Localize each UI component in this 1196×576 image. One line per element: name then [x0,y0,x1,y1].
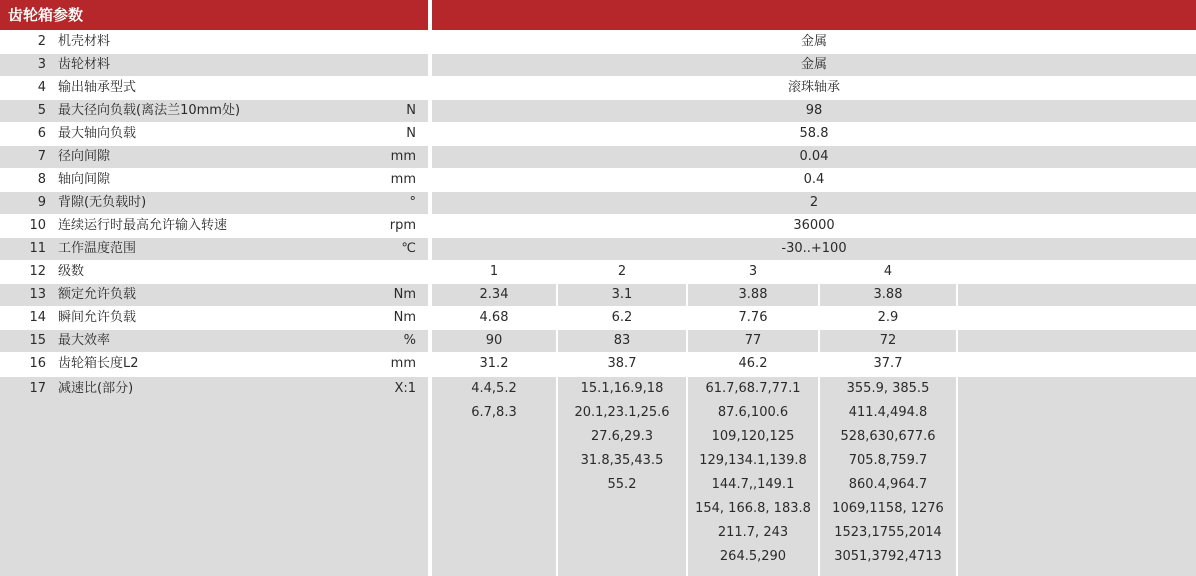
row-value-empty [958,307,1196,329]
row-label: 最大径向负载(离法兰10mm处) [58,103,241,118]
table-row [0,77,1196,99]
row-number: 10 [29,218,46,233]
table-row [0,100,1196,122]
row-label: 最大效率 [58,333,111,348]
row-unit: mm [390,149,416,164]
row-value-stage-2: 83 [558,330,686,352]
table-row [0,238,1196,260]
row-value-stage-4: 2.9 [820,307,956,329]
row-unit: N [406,126,416,141]
row-value: 0.04 [432,146,1196,168]
row-value-stage-1: 2.34 [432,284,556,306]
ratio-value: 211.7, 243 [717,525,789,540]
row-label: 最大轴向负载 [58,126,137,141]
row-number: 5 [37,103,46,118]
ratio-value: 355.9, 385.5 [846,381,930,396]
ratio-value: 154, 166.8, 183.8 [695,501,811,516]
ratio-value: 860.4,964.7 [848,477,928,492]
ratio-value: 528,630,677.6 [840,429,936,444]
row-value-empty [958,261,1196,283]
row-value-stage-3: 77 [688,330,818,352]
table-row [0,330,1196,352]
row-value-stage-1: 31.2 [432,353,556,375]
row-unit: rpm [389,218,416,233]
table-row [0,215,1196,237]
row-unit: ° [409,195,416,210]
row-value-stage-3: 3 [688,261,818,283]
ratio-col-2 [558,377,686,576]
table-row [0,307,1196,329]
row-value-stage-4: 37.7 [820,353,956,375]
row-label: 齿轮箱长度L2 [58,356,139,371]
row-value-stage-2: 2 [558,261,686,283]
row-value-stage-1: 4.68 [432,307,556,329]
row-value-stage-3: 3.88 [688,284,818,306]
ratio-value: 411.4,494.8 [848,405,928,420]
row-label-cell [0,261,428,283]
row-unit: N [406,103,416,118]
row-label-cell [0,31,428,53]
ratio-value: 264.5,290 [719,549,787,564]
row-value-stage-2: 3.1 [558,284,686,306]
table-row-ratio [0,377,1196,576]
row-label-cell [0,238,428,260]
ratio-value: 20.1,23.1,25.6 [574,405,670,420]
row-label-cell [0,284,428,306]
row-label-cell [0,192,428,214]
ratio-col-3 [688,377,818,576]
row-value: 2 [432,192,1196,214]
row-value-empty [958,284,1196,306]
row-number: 17 [29,381,46,396]
row-label-cell [0,54,428,76]
row-label: 额定允许负载 [58,287,137,302]
row-label-cell [0,123,428,145]
table-row [0,261,1196,283]
row-label: 轴向间隙 [58,172,111,187]
row-unit: ℃ [401,241,416,256]
row-number: 16 [29,356,46,371]
row-label-cell [0,77,428,99]
table-row [0,31,1196,53]
row-number: 3 [37,57,46,72]
row-value-stage-4: 72 [820,330,956,352]
table-header-left [0,0,428,30]
row-label: 输出轴承型式 [58,80,137,95]
row-value: 金属 [432,54,1196,76]
table-row [0,192,1196,214]
table-row [0,284,1196,306]
ratio-value: 61.7,68.7,77.1 [705,381,801,396]
row-value-empty [958,353,1196,375]
row-value: 滚珠轴承 [432,77,1196,99]
row-value-stage-1: 1 [432,261,556,283]
row-label-cell [0,307,428,329]
row-label: 瞬间允许负载 [58,310,137,325]
ratio-value: 129,134.1,139.8 [699,453,807,468]
row-value-empty [958,330,1196,352]
table-title: 齿轮箱参数 [8,6,84,24]
table-row [0,353,1196,375]
ratio-value: 705.8,759.7 [848,453,928,468]
row-unit: Nm [393,310,416,325]
ratio-value: 4.4,5.2 [471,381,517,396]
ratio-value: 109,120,125 [711,429,795,444]
ratio-value: 3051,3792,4713 [834,549,942,564]
ratio-label-cell [0,377,428,576]
ratio-col-empty [958,377,1196,576]
row-label: 工作温度范围 [58,241,137,256]
ratio-value: 6.7,8.3 [471,405,517,420]
row-number: 12 [29,264,46,279]
row-label: 级数 [58,264,85,279]
ratio-value: 144.7,,149.1 [711,477,795,492]
row-value-stage-3: 7.76 [688,307,818,329]
row-unit: % [403,333,416,348]
row-number: 15 [29,333,46,348]
row-label-cell [0,100,428,122]
row-label: 减速比(部分) [58,381,134,396]
row-label: 背隙(无负载时) [58,195,147,210]
row-label-cell [0,353,428,375]
ratio-value: 1069,1158, 1276 [832,501,944,516]
row-label: 径向间隙 [58,149,111,164]
row-number: 13 [29,287,46,302]
ratio-value: 27.6,29.3 [590,429,654,444]
table-row [0,54,1196,76]
row-label-cell [0,169,428,191]
row-unit: mm [390,172,416,187]
table-row [0,169,1196,191]
table-row [0,146,1196,168]
table-header-right [432,0,1196,30]
row-value: 金属 [432,31,1196,53]
ratio-value: 55.2 [607,477,637,492]
row-label: 机壳材料 [58,34,111,49]
ratio-col-1 [432,377,556,576]
row-number: 7 [37,149,46,164]
row-value-stage-2: 38.7 [558,353,686,375]
ratio-value: 31.8,35,43.5 [580,453,664,468]
row-value-stage-4: 4 [820,261,956,283]
row-unit: mm [390,356,416,371]
row-number: 6 [37,126,46,141]
row-value: -30..+100 [432,238,1196,260]
ratio-value: 1523,1755,2014 [834,525,942,540]
row-number: 11 [29,241,46,256]
row-value-stage-1: 90 [432,330,556,352]
row-value-stage-2: 6.2 [558,307,686,329]
row-number: 2 [37,34,46,49]
row-number: 9 [37,195,46,210]
row-value: 58.8 [432,123,1196,145]
row-value-stage-4: 3.88 [820,284,956,306]
row-label: 连续运行时最高允许输入转速 [58,218,228,233]
row-label-cell [0,215,428,237]
row-value: 36000 [432,215,1196,237]
row-value: 98 [432,100,1196,122]
row-label: 齿轮材料 [58,57,111,72]
table-row [0,123,1196,145]
row-number: 8 [37,172,46,187]
ratio-value: 87.6,100.6 [717,405,789,420]
ratio-value: 15.1,16.9,18 [580,381,664,396]
row-value: 0.4 [432,169,1196,191]
row-label-cell [0,146,428,168]
row-unit: X:1 [394,381,416,396]
row-number: 4 [37,80,46,95]
row-number: 14 [29,310,46,325]
row-value-stage-3: 46.2 [688,353,818,375]
row-label-cell [0,330,428,352]
row-unit: Nm [393,287,416,302]
ratio-col-4 [820,377,956,576]
